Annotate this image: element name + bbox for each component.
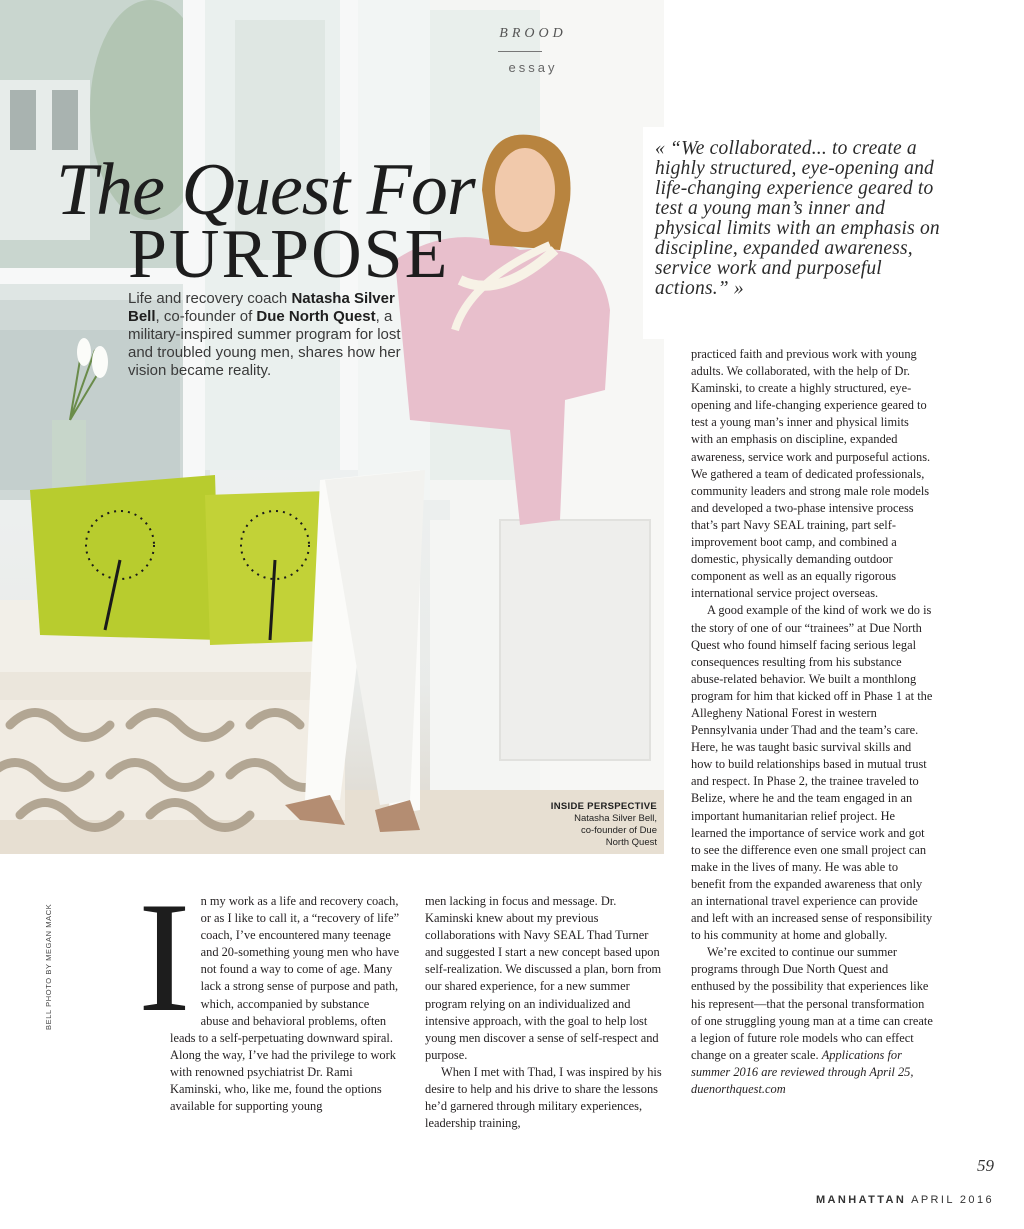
body-column-1 — [138, 870, 400, 1115]
page-number: 59 — [977, 1156, 994, 1175]
deck-author-name: Natasha Silver Bell — [128, 290, 395, 325]
body-paragraph: men lacking in focus and message. Dr. Kaminski knew about my previous collaborations with Navy SEAL Thad Turner and suggested I start a new concept based upon self-realization. We discussed a plan, born from our shared experience, for a new summer program relying on an individualized and intensive approach, with the goal to help lost young men discover a sense of self-respect and purpose. — [425, 894, 662, 1062]
photo-illustration — [0, 0, 664, 854]
hero-photo — [0, 0, 664, 854]
section-divider — [498, 51, 542, 52]
section-label: BROOD — [499, 26, 567, 41]
pull-quote — [643, 127, 943, 339]
section-sublabel: essay — [508, 60, 558, 75]
issue-date: APRIL 2016 — [911, 1194, 994, 1206]
deck-organization: Due North Quest — [256, 308, 376, 325]
photo-caption — [530, 801, 657, 849]
caption-heading: INSIDE PERSPECTIVE — [550, 801, 657, 812]
body-column-2 — [425, 893, 665, 1132]
deck-text-3: , a military-inspired summer program for lost and troubled young men, shares how her vision became reality. — [128, 308, 401, 379]
pull-quote-text: « “We collaborated... to create a highly structured, eye-opening and life-changing experience geared to test a young man’s inner and physical limits with an emphasis on discipline, expanded awareness, service work and purposeful actions.” » — [655, 138, 940, 299]
body-paragraph: practiced faith and previous work with young adults. We collaborated, with the help of Dr. Kaminski, to create a highly structured, eye-opening and life-changing experience geared to test a young man’s inner and physical limits with an emphasis on discipline, expanded awareness, service work and purposeful actions. We gathered a team of dedicated professionals, community leaders and strong male role models and developed a two-phase intensive process that’s part Navy SEAL training, part self-improvement boot camp, and combined a domestic, physically demanding outdoor component as well as an equally rigorous international service project overseas. — [691, 347, 931, 601]
drop-cap: I — [138, 870, 191, 1045]
caption-line: Natasha Silver Bell, — [574, 813, 657, 824]
article-deck — [128, 290, 418, 380]
body-paragraph: When I met with Thad, I was inspired by his desire to help and his drive to share the lessons he’d garnered through military experiences, leadership training, — [425, 1064, 662, 1131]
caption-line: co-founder of Due — [580, 825, 657, 836]
magazine-name: MANHATTAN — [815, 1194, 907, 1206]
article-title-line1: The Quest For — [56, 149, 475, 231]
deck-text-1: Life and recovery coach — [128, 290, 292, 307]
applications-note: Applications for summer 2016 are reviewed through April 25, duenorthquest.com — [691, 1047, 914, 1097]
article-title-line2: PURPOSE — [128, 216, 450, 293]
body-paragraph-final — [691, 944, 933, 1098]
closing-text: We’re excited to continue our summer programs through Due North Quest and enthused by the possibility that experiences like his represent—that the personal transformation of one struggling young man at a time can create a legion of future role models who can effect change on a greater scale. — [691, 945, 933, 1062]
deck-text-2: , co-founder of — [155, 308, 257, 325]
folio — [780, 1194, 994, 1206]
body-column-3 — [691, 346, 933, 1098]
photo-credit: BELL PHOTO BY MEGAN MACK — [44, 903, 53, 1030]
body-paragraph: n my work as a life and recovery coach, or as I like to call it, a “recovery of life” coach, I’ve encountered many teenage and 20-something young men who have not found a way to come of age. Many lack a strong sense of purpose and path, which, accompanied by substance abuse and behavioral problems, often leads to a self-perpetuating downward spiral. Along the way, I’ve had the privilege to work with renowned psychiatrist Dr. Rami Kaminski, who, like me, found the options available for supporting young — [170, 894, 400, 1114]
body-paragraph: A good example of the kind of work we do is the story of one of our “trainees” at Due North Quest who found himself facing serious legal consequences resulting from his substance abuse-related behavior. We built a monthlong program for him that kicked off in Phase 1 at the Allegheny National Forest in western Pennsylvania under Thad and the team’s care. Here, he was taught basic survival skills and how to build relationships based in mutual trust and respect. In Phase 2, the trainee traveled to Belize, where he and the team engaged in an important humanitarian relief project. He learned the importance of service work and got to see the difference even one small project can make in the lives of many. He was able to benefit from the expanded awareness that only an international travel experience can provide and left with an increased sense of responsibility to his community at home and globally. — [691, 603, 933, 943]
caption-line: North Quest — [605, 837, 657, 848]
